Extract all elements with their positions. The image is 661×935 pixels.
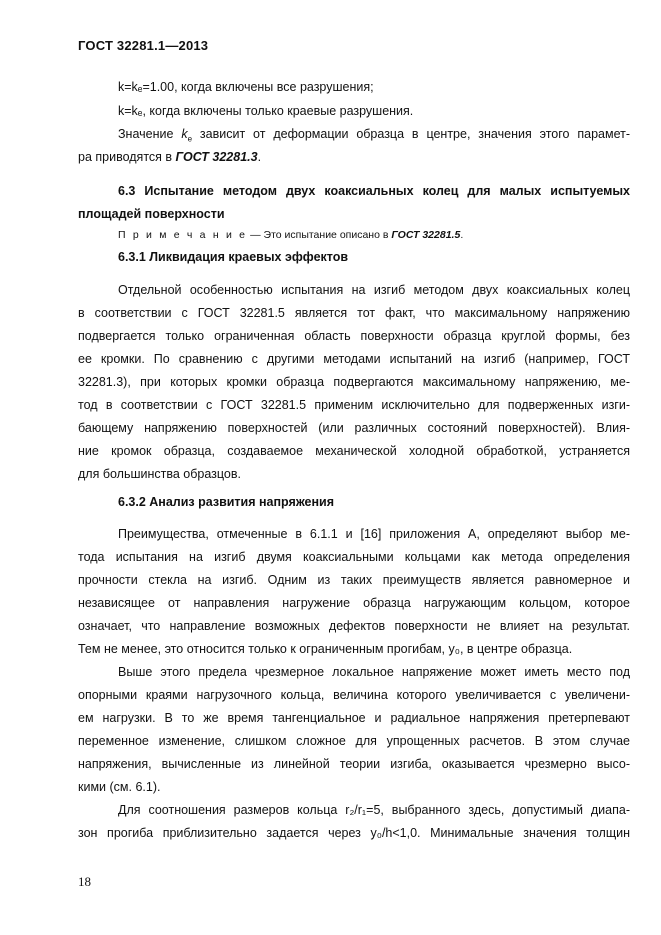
para-ke-line-1: Значение $k_e$ зависит от деформации образца в центре, значения этого парамет- <box>118 127 631 144</box>
s632-p3-line: Для соотношения размеров кольца r₂/r₁=5, выбранного здесь, допустимый диапа- <box>118 803 630 817</box>
s632-p2-line: Выше этого предела чрезмерное локальное напряжение может иметь место под <box>118 665 630 679</box>
s632-p2-line: ем нагрузки. В то же время тангенциальное и радиальное напряжения претерпевают <box>78 711 630 725</box>
s631-line: в соответствии с ГОСТ 32281.5 является тот факт, что максимальному напряжению <box>78 306 630 320</box>
para-ke-text-c: ра приводятся в <box>78 150 176 164</box>
para-ke-text-d: . <box>257 150 262 164</box>
para-ke-text-a: Значение <box>118 127 182 141</box>
s631-line: тод в соответствии с ГОСТ 32281.5 применим исключительно для подверженных изги- <box>78 398 630 412</box>
s632-p1-line: означает, что направление возможных дефектов поверхности не влияет на результат. <box>78 619 630 633</box>
s631-line: для большинства образцов. <box>78 467 241 481</box>
s632-p1-line: тода испытания на изгиб двумя коаксиальными кольцами как метода определения <box>78 550 630 564</box>
s632-p3-line: зон прогиба приблизительно задается через y₀/h<1,0. Минимальные значения толщин <box>78 826 630 840</box>
s632-p1-line: Преимущества, отмеченные в 6.1.1 и [16] приложения А, определяют выбор ме- <box>118 527 630 541</box>
s631-line: ее кромки. По сравнению с другими методами испытаний на изгиб (например, ГОСТ <box>78 352 630 366</box>
s632-p2-line: опорными краями нагрузочного кольца, величина которого увеличивается с увеличени- <box>78 688 630 702</box>
s632-p2-line: переменное изменение, слишком сложное для упрощенных расчетов. В этом случае <box>78 734 630 748</box>
note <box>118 229 463 241</box>
var-ke: k <box>181 127 188 141</box>
note-reference: ГОСТ 32281.5 <box>391 229 461 241</box>
s631-line: Отдельной особенностью испытания на изгиб методом двух коаксиальных колец <box>118 283 630 297</box>
section-6-3-2-title: 6.3.2 Анализ развития напряжения <box>118 495 335 509</box>
s631-line: 32281.3), при которых кромки образца подвергаются максимальному напряжению, ме- <box>78 375 630 389</box>
note-text: — Это испытание описано в <box>247 229 392 241</box>
section-6-3-title-line-1: 6.3 Испытание методом двух коаксиальных колец для малых испытуемых <box>118 184 630 198</box>
note-label: П р и м е ч а н и е <box>118 229 248 241</box>
formula-ke-line: k=kₑ, когда включены только краевые разрушения. <box>118 104 414 118</box>
s631-line: бающему напряжению поверхностей (или различных состояний поверхностей). Влия- <box>78 421 630 435</box>
reference-gost-32281-3: ГОСТ 32281.3 <box>175 150 258 164</box>
s632-p1-line: прочности стекла на изгиб. Одним из таких преимуществ является равномерное и <box>78 573 630 587</box>
document-header: ГОСТ 32281.1—2013 <box>78 38 209 53</box>
section-6-3-title-line-2: площадей поверхности <box>78 207 225 221</box>
note-end: . <box>460 229 464 241</box>
para-ke-text-b: зависит от деформации образца в центре, значения этого парамет- <box>192 127 631 141</box>
s632-p2-line: кими (см. 6.1). <box>78 780 161 794</box>
s631-line: подвергается только ограниченная область поверхности образца круглой формы, без <box>78 329 630 343</box>
para-ke-line-2 <box>78 150 630 164</box>
s632-p1-line: независящее от направления нагружение образца нагружающим кольцом, которое <box>78 596 630 610</box>
s632-p1-line: Тем не менее, это относится только к ограниченным прогибам, y₀, в центре образца. <box>78 642 573 656</box>
s632-p2-line: напряжения, вычисленные из линейной теории изгиба, оказывается чрезмерно высо- <box>78 757 630 771</box>
s631-line: ние кромок образца, создаваемое механической холодной обработкой, устраняется <box>78 444 630 458</box>
page-number: 18 <box>78 874 91 889</box>
formula-kd-line: k=kₑ=1.00, когда включены все разрушения; <box>118 80 374 94</box>
section-6-3-1-title: 6.3.1 Ликвидация краевых эффектов <box>118 250 349 264</box>
